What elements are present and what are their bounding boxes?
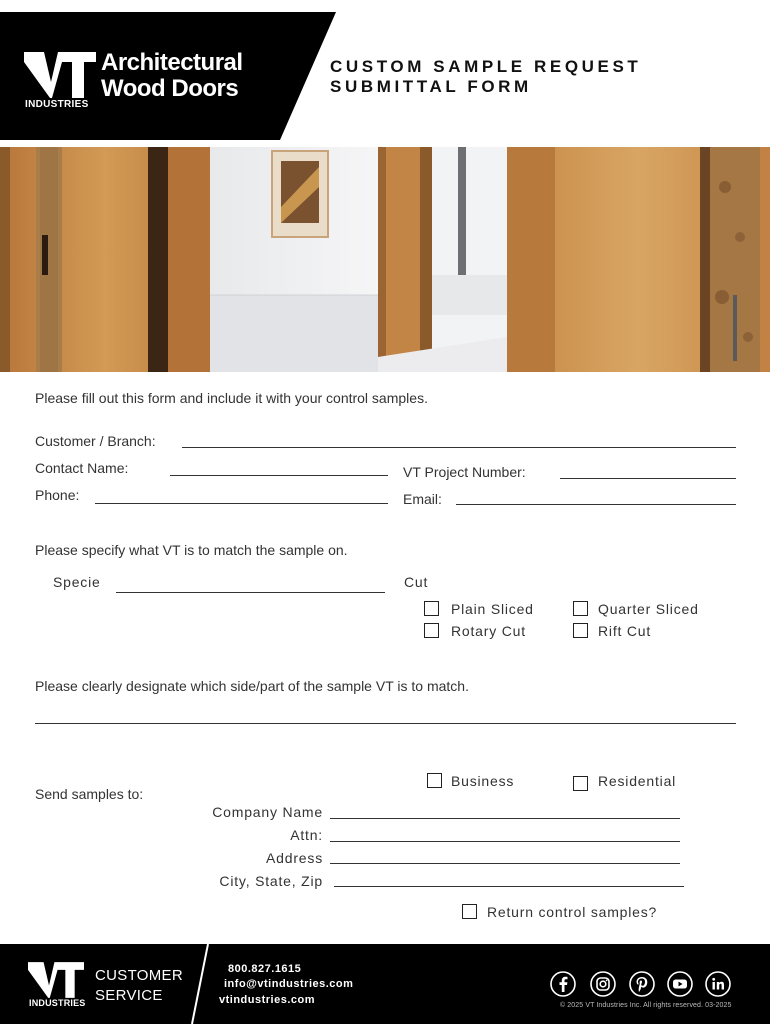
instagram-icon[interactable]: [590, 971, 616, 997]
footer: [0, 944, 770, 1024]
company-name-label: Company Name: [212, 804, 323, 820]
linkedin-icon[interactable]: [705, 971, 731, 997]
attn-label: Attn:: [290, 827, 323, 843]
business-checkbox[interactable]: [427, 773, 442, 788]
page-title: [330, 57, 641, 97]
designate-field[interactable]: [35, 723, 736, 724]
logo-wordmark: [101, 50, 243, 102]
quarter-sliced-label: Quarter Sliced: [598, 601, 699, 617]
contact-name-field[interactable]: [170, 475, 388, 476]
specie-label: Specie: [53, 574, 101, 590]
vt-project-number-field[interactable]: [560, 478, 736, 479]
title-line1: CUSTOM SAMPLE REQUEST: [330, 57, 642, 76]
copyright-text: © 2025 VT Industries Inc. All rights reserved. 03-2025: [560, 1002, 732, 1009]
plain-sliced-checkbox[interactable]: [424, 601, 439, 616]
customer-text: CUSTOMER: [95, 967, 183, 984]
title-line2: SUBMITTAL FORM: [330, 77, 532, 96]
rotary-cut-checkbox[interactable]: [424, 623, 439, 638]
footer-email[interactable]: info@vtindustries.com: [224, 978, 354, 990]
cut-label: Cut: [404, 574, 429, 590]
logo-line1: Architectural: [101, 49, 243, 76]
service-text: SERVICE: [95, 987, 163, 1004]
pinterest-icon[interactable]: [629, 971, 655, 997]
intro-text: Please fill out this form and include it with your control samples.: [35, 390, 428, 406]
company-name-field[interactable]: [330, 818, 680, 819]
residential-checkbox[interactable]: [573, 776, 588, 791]
customer-service-label: [95, 966, 183, 1006]
phone-field[interactable]: [95, 503, 388, 504]
address-label: Address: [266, 850, 323, 866]
send-samples-label: Send samples to:: [35, 786, 144, 802]
return-samples-label: Return control samples?: [487, 904, 658, 920]
specie-field[interactable]: [116, 592, 385, 593]
customer-branch-label: Customer / Branch:: [35, 433, 156, 449]
footer-vt-logo: [28, 962, 84, 998]
city-state-zip-field[interactable]: [334, 886, 684, 887]
designate-prompt: Please clearly designate which side/part of the sample VT is to match.: [35, 678, 469, 694]
logo-line2: Wood Doors: [101, 75, 239, 102]
customer-branch-field[interactable]: [182, 447, 736, 448]
attn-field[interactable]: [330, 841, 680, 842]
rift-cut-label: Rift Cut: [598, 623, 652, 639]
email-label: Email:: [403, 491, 442, 507]
plain-sliced-label: Plain Sliced: [451, 601, 534, 617]
contact-name-label: Contact Name:: [35, 460, 129, 476]
facebook-icon[interactable]: [550, 971, 576, 997]
footer-website[interactable]: vtindustries.com: [219, 994, 316, 1006]
rotary-cut-label: Rotary Cut: [451, 623, 526, 639]
youtube-icon[interactable]: [667, 971, 693, 997]
door-photo: [0, 147, 770, 372]
residential-label: Residential: [598, 773, 677, 789]
vt-project-number-label: VT Project Number:: [403, 464, 526, 480]
footer-phone[interactable]: 800.827.1615: [228, 963, 302, 975]
business-label: Business: [451, 773, 515, 789]
city-state-zip-label: City, State, Zip: [219, 873, 323, 889]
vt-logo-mark: [24, 52, 96, 98]
phone-label: Phone:: [35, 487, 80, 503]
match-prompt: Please specify what VT is to match the sample on.: [35, 542, 348, 558]
rift-cut-checkbox[interactable]: [573, 623, 588, 638]
quarter-sliced-checkbox[interactable]: [573, 601, 588, 616]
return-samples-checkbox[interactable]: [462, 904, 477, 919]
footer-divider: [186, 944, 212, 1024]
footer-industries: INDUSTRIES: [29, 998, 86, 1008]
address-field[interactable]: [330, 863, 680, 864]
logo-industries: INDUSTRIES: [25, 99, 89, 110]
email-field[interactable]: [456, 504, 736, 505]
